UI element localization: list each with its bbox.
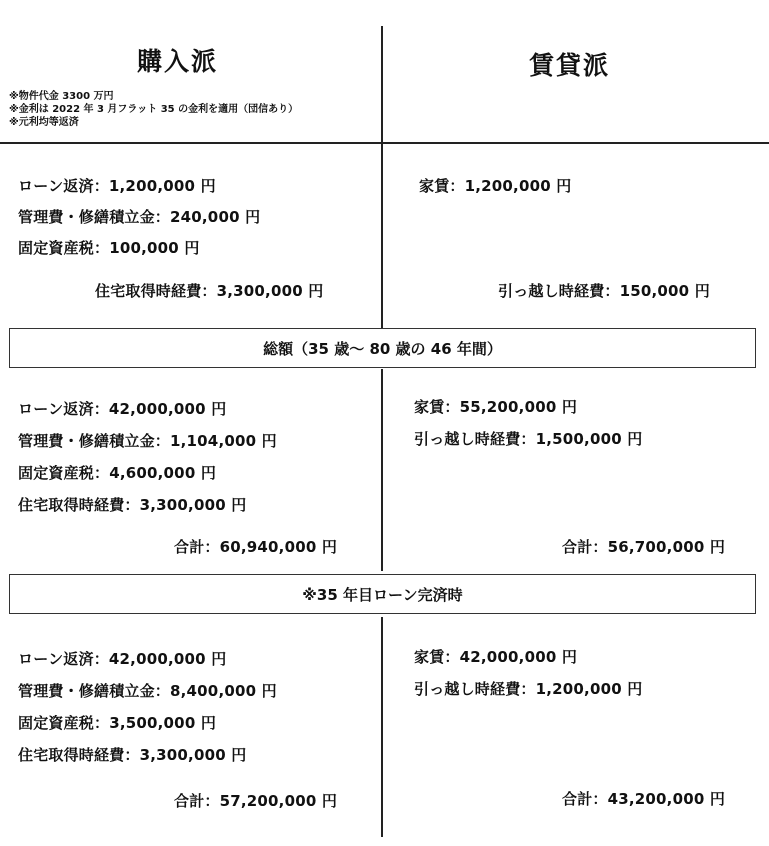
note-interest-rate: ※金利は 2022 年 3 月フラット 35 の金利を適用（団信あり）	[9, 104, 299, 115]
s3-rent-moving-cost: 引っ越し時経費：1,200,000 円	[414, 680, 643, 698]
s2-buy-loan: ローン返済：42,000,000 円	[18, 400, 227, 418]
s2-rent-total: 合計：56,700,000 円	[562, 538, 726, 556]
s1-buy-maintenance: 管理費・修繕積立金：240,000 円	[18, 208, 261, 226]
s2-rent-rent: 家賃：55,200,000 円	[414, 398, 578, 416]
s1-rent-moving-cost: 引っ越し時経費：150,000 円	[498, 282, 710, 300]
s3-buy-acquisition-cost: 住宅取得時経費：3,300,000 円	[18, 746, 247, 764]
loan-paid-off-banner	[9, 574, 756, 614]
buy-column-title: 購入派	[137, 47, 219, 76]
s2-buy-acquisition-cost: 住宅取得時経費：3,300,000 円	[18, 496, 247, 514]
total-46-years-banner-label: 総額（35 歳～ 80 歳の 46 年間）	[263, 339, 502, 358]
column-divider-top	[381, 26, 383, 328]
s3-buy-total: 合計：57,200,000 円	[174, 792, 338, 810]
loan-paid-off-banner-label: ※35 年目ローン完済時	[302, 585, 463, 604]
s3-rent-total: 合計：43,200,000 円	[562, 790, 726, 808]
s2-buy-maintenance: 管理費・修繕積立金：1,104,000 円	[18, 432, 277, 450]
column-divider-middle	[381, 369, 383, 571]
s1-rent-rent: 家賃：1,200,000 円	[419, 177, 572, 195]
s3-buy-loan: ローン返済：42,000,000 円	[18, 650, 227, 668]
s1-buy-property-tax: 固定資産税：100,000 円	[18, 239, 200, 257]
s2-buy-property-tax: 固定資産税：4,600,000 円	[18, 464, 217, 482]
rent-column-title: 賃貸派	[529, 51, 611, 80]
s2-buy-total: 合計：60,940,000 円	[174, 538, 338, 556]
s1-buy-loan: ローン返済：1,200,000 円	[18, 177, 216, 195]
s3-buy-maintenance: 管理費・修繕積立金：8,400,000 円	[18, 682, 277, 700]
note-repayment-method: ※元利均等返済	[9, 117, 79, 128]
s3-rent-rent: 家賃：42,000,000 円	[414, 648, 578, 666]
column-divider-bottom	[381, 617, 383, 837]
header-divider	[0, 142, 769, 144]
note-property-price: ※物件代金 3300 万円	[9, 91, 114, 102]
s3-buy-property-tax: 固定資産税：3,500,000 円	[18, 714, 217, 732]
s2-rent-moving-cost: 引っ越し時経費：1,500,000 円	[414, 430, 643, 448]
s1-buy-acquisition-cost: 住宅取得時経費：3,300,000 円	[95, 282, 324, 300]
total-46-years-banner	[9, 328, 756, 368]
